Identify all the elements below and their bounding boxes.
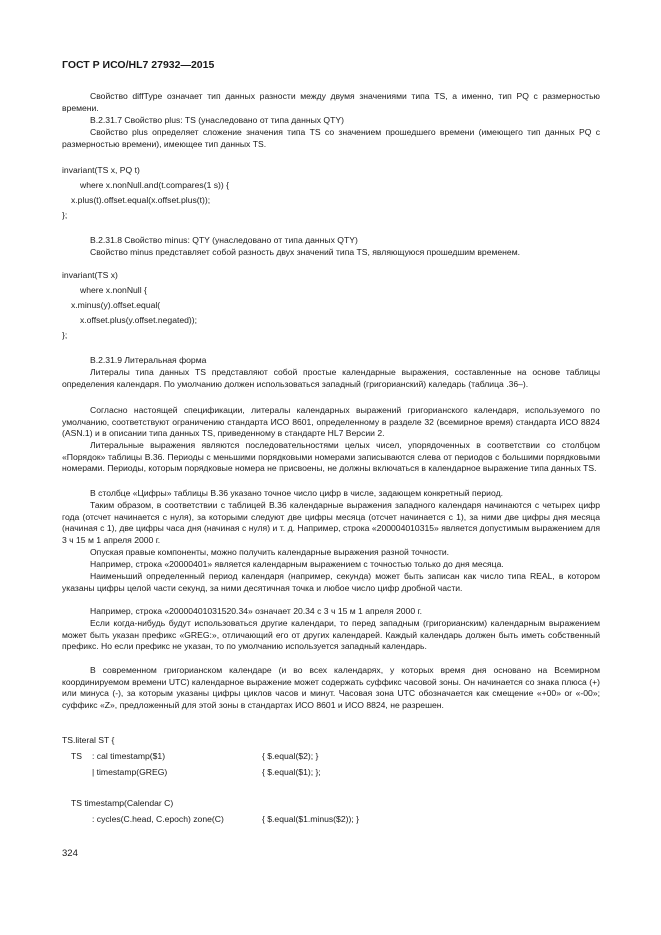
paragraph-digits: В столбце «Цифры» таблицы B.36 указано точное число цифр в числе, задающем конкретный период. xyxy=(90,488,503,498)
document-header: ГОСТ Р ИСО/HL7 27932—2015 xyxy=(62,59,215,71)
code-token: TS xyxy=(71,751,82,761)
paragraph-gregorian: Согласно настоящей спецификации, литералы календарных выражений григорианского календаря, используемого по умолчанию, соответствуют ограничению стандарта ИСО 8601, определенному в разделе 32 (всемирное время) стандарта ИСО 8824 (ASN.1) и в описании типа данных TS, приведенному в стандарте HL7 Версии 2. xyxy=(62,405,600,438)
section-heading-minus: B.2.31.8 Свойство minus: QTY (унаследовано от типа данных QTY) xyxy=(90,235,358,245)
code-line: x.minus(y).offset.equal( xyxy=(71,300,161,310)
code-line: where x.nonNull { xyxy=(80,285,147,295)
paragraph-difftype: Свойство diffType означает тип данных разности между двумя значениями типа TS, а именно, тип PQ с размерностью времени. xyxy=(62,91,600,113)
code-line: }; xyxy=(62,330,68,340)
section-heading-plus: B.2.31.7 Свойство plus: TS (унаследовано от типа данных QTY) xyxy=(90,115,344,125)
paragraph-prefix: Если когда-нибудь будут использоваться другие календари, то перед западным (григорианским) календарным выражением может быть указан префикс «GREG:», отличающий его от других календарей. Каждый календарь должен быть иметь собственный префикс. Но если префикс не указан, то по умолчанию используется западный календарь. xyxy=(62,618,600,651)
paragraph-real: Наименьший определенный период календаря (например, секунда) может быть записан как число типа REAL, в котором указаны цифры целой части секунд, за ними десятичная точка и любое число цифр дробной части. xyxy=(62,571,600,593)
code-token: { $.equal($1); }; xyxy=(262,767,321,777)
section-heading-literal: B.2.31.9 Литеральная форма xyxy=(90,355,207,365)
code-token: | timestamp(GREG) xyxy=(92,767,168,777)
paragraph-minus: Свойство minus представляет собой разность двух значений типа TS, являющуюся прошедшим временем. xyxy=(90,247,521,257)
page-number: 324 xyxy=(62,848,78,859)
paragraph-timezone: В современном григорианском календаре (и во всех календарях, у которых время дня основано на Всемирном координируемом времени UTC) календарное выражение может содержать суффикс часовой зоны. Он начинается со знака плюса (+) или минуса (-), за которым указаны цифры циклов часов и минут. Часовая зона UTC обозначается как смещение «+00» or «-00»; суффикс «Z», предложенный для этой зоны в стандартах ИСО 8601 и ИСО 8824, не разрешен. xyxy=(62,665,600,710)
code-token: { $.equal($2); } xyxy=(262,751,319,761)
paragraph-example-seconds: Например, строка «20000401031520.34» означает 20.34 с 3 ч 15 м 1 апреля 2000 г. xyxy=(90,606,422,616)
code-line: TS timestamp(Calendar C) xyxy=(71,798,174,808)
code-line: TS.literal ST { xyxy=(62,735,115,745)
code-line: x.plus(t).offset.equal(x.offset.plus(t)); xyxy=(71,195,211,205)
code-line: where x.nonNull.and(t.compares(1 s)) { xyxy=(80,180,230,190)
code-line: invariant(TS x) xyxy=(62,270,118,280)
code-line: }; xyxy=(62,210,68,220)
paragraph-plus: Свойство plus определяет сложение значения типа TS со значением прошедшего времени (имеющего тип данных PQ с размерностью времени), имеющее тип данных TS. xyxy=(62,127,600,149)
code-line: invariant(TS x, PQ t) xyxy=(62,165,140,175)
paragraph-precision: Опуская правые компоненты, можно получить календарные выражения разной точности. xyxy=(90,547,450,557)
code-line: x.offset.plus(y.offset.negated)); xyxy=(80,315,198,325)
paragraph-sequence: Литеральные выражения являются последовательностями целых чисел, упорядоченных в соответствии со столбцом «Порядок» таблицы B.36. Периоды с меньшими порядковыми номерами записываются слева от периодов с большими порядковыми номерами. Периоды, которым порядковые номера не присвоены, не должны включаться в календарное выражение типа данных TS. xyxy=(62,440,600,473)
paragraph-example-west: Таким образом, в соответствии с таблицей B.36 календарные выражения западного календаря начинаются с четырех цифр года (отсчет начинается с нуля), за которыми следуют две цифры месяца (отсчет начинается с 1), за ними две цифры дня месяца (начиная с 1), две цифры часа дня (начиная с нуля) и т. д. Например, строка «200004010315» является допустимым выражением для 3 ч 15 м 1 апреля 2000 г. xyxy=(62,500,600,545)
code-token: : cycles(C.head, C.epoch) zone(C) xyxy=(92,814,224,824)
code-token: : cal timestamp($1) xyxy=(92,751,166,761)
paragraph-literals: Литералы типа данных TS представляют собой простые календарные выражения, составленные на основе таблицы определения календаря. По умолчанию должен использоваться западный (григорианский) каледарь (таблица .36–). xyxy=(62,367,600,389)
code-token: { $.equal($1.minus($2)); } xyxy=(262,814,359,824)
paragraph-example-day: Например, строка «20000401» является календарным выражением с точностью только до дня месяца. xyxy=(90,559,504,569)
